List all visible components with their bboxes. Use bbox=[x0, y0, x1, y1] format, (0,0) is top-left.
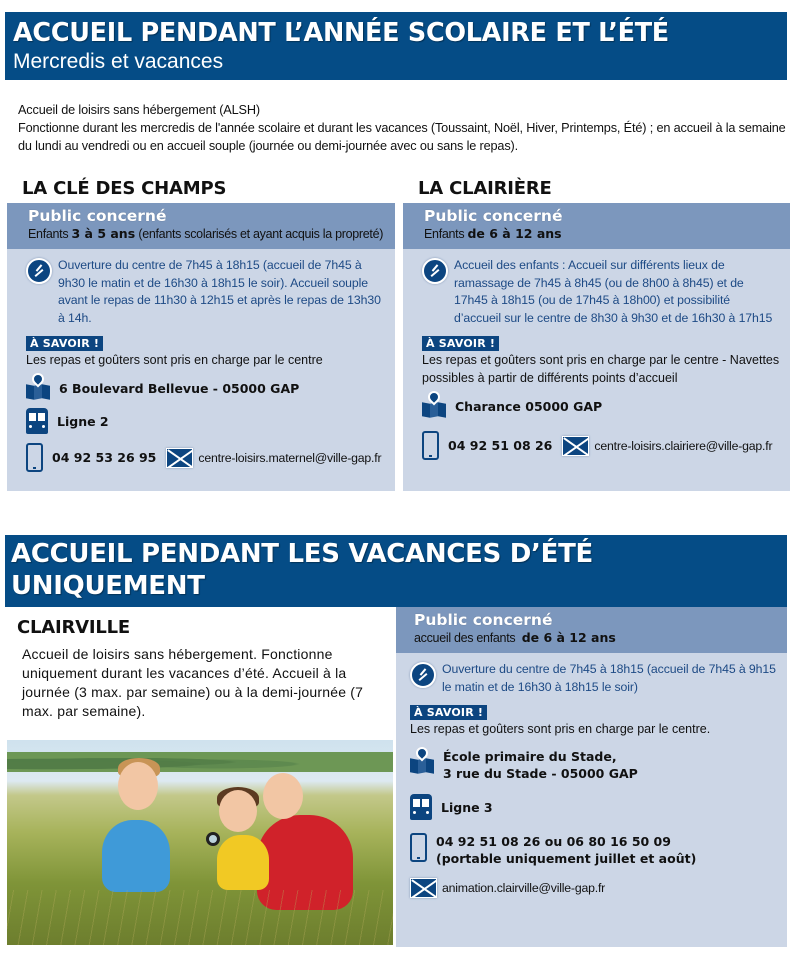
center-title-clairiere: LA CLAIRIÈRE bbox=[418, 178, 552, 199]
audience-age: 3 à 5 ans bbox=[71, 226, 136, 241]
card-clairville bbox=[396, 607, 787, 947]
center-title-clairville: CLAIRVILLE bbox=[17, 617, 131, 638]
card-header bbox=[403, 203, 790, 249]
mail-icon bbox=[166, 448, 193, 468]
section1-subtitle: Mercredis et vacances bbox=[13, 50, 224, 73]
bus-icon bbox=[410, 794, 432, 820]
phone-icon bbox=[26, 443, 43, 472]
address-text: Charance 05000 GAP bbox=[455, 398, 603, 414]
audience bbox=[28, 225, 395, 243]
contact-row bbox=[422, 431, 780, 460]
clairville-description: Accueil de loisirs sans hébergement. Fonctionne uniquement durant les vacances d’été. Accueil à la journée (3 max. par semaine) ou à la demi-journée (7 max. par semaine). bbox=[22, 646, 364, 719]
clock-icon bbox=[422, 258, 448, 284]
mail-icon bbox=[410, 878, 437, 898]
hours-text: Ouverture du centre de 7h45 à 18h15 (accueil de 7h45 à 9h15 le matin et de 16h30 à 18h15 le soir) bbox=[442, 662, 776, 694]
a-savoir-badge: À SAVOIR ! bbox=[422, 336, 499, 351]
note-text: Les repas et goûters sont pris en charge par le centre bbox=[26, 353, 323, 367]
magnifying-glass bbox=[206, 832, 220, 846]
email-link[interactable]: animation.clairville@ville-gap.fr bbox=[442, 881, 606, 895]
section2-banner bbox=[5, 535, 787, 607]
card-header bbox=[7, 203, 395, 249]
hours-text: Ouverture du centre de 7h45 à 18h15 (accueil de 7h45 à 9h30 le matin et de 16h30 à 18h15 le soir). Accueil souple avant le repas de 11h30 à 12h15 et après le repas de 13h30 à 14h. bbox=[58, 258, 381, 325]
hours-text: Accueil des enfants : Accueil sur différents lieux de ramassage de 7h45 à 8h45 (ou de 8h00 à 8h45) et de 17h45 à 18h15 (ou de 17h45 à 18h00) et possibilité d’accueil sur le centre de 8h30 à 9h30 et de 16h30 à 17h15 bbox=[454, 258, 773, 325]
note-text: Les repas et goûters sont pris en charge par le centre. bbox=[410, 722, 711, 736]
card-cle-des-champs bbox=[7, 203, 395, 491]
children-photo bbox=[7, 740, 393, 945]
hours-block bbox=[26, 257, 385, 327]
audience-prefix: accueil des enfants bbox=[414, 631, 516, 645]
contact-row bbox=[26, 443, 385, 472]
phone-icon bbox=[422, 431, 439, 460]
clock-icon bbox=[410, 662, 436, 688]
address-line1: École primaire du Stade, bbox=[443, 749, 617, 764]
map-pin-icon bbox=[410, 751, 434, 773]
address-text: 6 Boulevard Bellevue - 05000 GAP bbox=[59, 380, 300, 396]
audience-age: de 6 à 12 ans bbox=[521, 630, 616, 645]
card-header bbox=[396, 607, 787, 653]
note-text: Les repas et goûters sont pris en charge par le centre - Navettes possibles à partir de différents points d’accueil bbox=[422, 353, 780, 385]
map-pin-icon bbox=[26, 377, 50, 399]
address-line2: 3 rue du Stade - 05000 GAP bbox=[443, 766, 638, 781]
section1-banner bbox=[5, 12, 787, 80]
bus-icon bbox=[26, 408, 48, 434]
bus-row bbox=[410, 794, 777, 820]
audience-suffix: (enfants scolarisés et ayant acquis la propreté) bbox=[138, 227, 384, 241]
a-savoir-badge: À SAVOIR ! bbox=[410, 705, 487, 720]
address-row bbox=[410, 748, 777, 782]
intro-line2: Fonctionne durant les mercredis de l'année scolaire et durant les vacances (Toussaint, Noël, Hiver, Printemps, Été) ; en accueil à la semaine du lundi au vendredi ou en accueil souple (journée ou demi-journée avec ou sans le repas). bbox=[18, 121, 786, 153]
center-title-cle-des-champs: LA CLÉ DES CHAMPS bbox=[22, 178, 227, 199]
phone-note: (portable uniquement juillet et août) bbox=[436, 851, 697, 866]
address-row bbox=[422, 395, 780, 417]
phone-numbers[interactable]: 04 92 51 08 26 ou 06 80 16 50 09 bbox=[436, 834, 671, 849]
audience-prefix: Enfants bbox=[28, 227, 69, 241]
public-label: Public concerné bbox=[424, 207, 563, 225]
phone-number[interactable]: 04 92 51 08 26 bbox=[448, 438, 553, 453]
phone-icon bbox=[410, 833, 427, 862]
audience bbox=[424, 225, 790, 243]
section2-title-line1: ACCUEIL PENDANT LES VACANCES D’ÉTÉ bbox=[11, 539, 593, 569]
section1-title: ACCUEIL PENDANT L’ANNÉE SCOLAIRE ET L’ÉTÉ bbox=[13, 18, 669, 48]
email-row bbox=[410, 878, 777, 898]
phone-number[interactable]: 04 92 53 26 95 bbox=[52, 450, 157, 465]
bus-line: Ligne 2 bbox=[57, 413, 109, 429]
bus-row bbox=[26, 408, 385, 434]
section2-title-line2: UNIQUEMENT bbox=[11, 571, 205, 601]
audience-age: de 6 à 12 ans bbox=[467, 226, 562, 241]
clock-icon bbox=[26, 258, 52, 284]
address-row bbox=[26, 377, 385, 399]
audience-prefix: Enfants bbox=[424, 227, 465, 241]
hours-block bbox=[422, 257, 780, 327]
mail-icon bbox=[562, 436, 589, 456]
public-label: Public concerné bbox=[28, 207, 167, 225]
bus-line: Ligne 3 bbox=[441, 799, 493, 815]
audience bbox=[414, 629, 787, 647]
email-link[interactable]: centre-loisirs.clairiere@ville-gap.fr bbox=[594, 438, 773, 453]
public-label: Public concerné bbox=[414, 611, 553, 629]
email-link[interactable]: centre-loisirs.maternel@ville-gap.fr bbox=[198, 450, 382, 465]
hours-block bbox=[410, 661, 777, 696]
phone-row bbox=[410, 833, 777, 867]
card-clairiere bbox=[403, 203, 790, 491]
section1-intro bbox=[18, 101, 788, 155]
map-pin-icon bbox=[422, 395, 446, 417]
intro-line1: Accueil de loisirs sans hébergement (ALSH) bbox=[18, 103, 260, 117]
a-savoir-badge: À SAVOIR ! bbox=[26, 336, 103, 351]
